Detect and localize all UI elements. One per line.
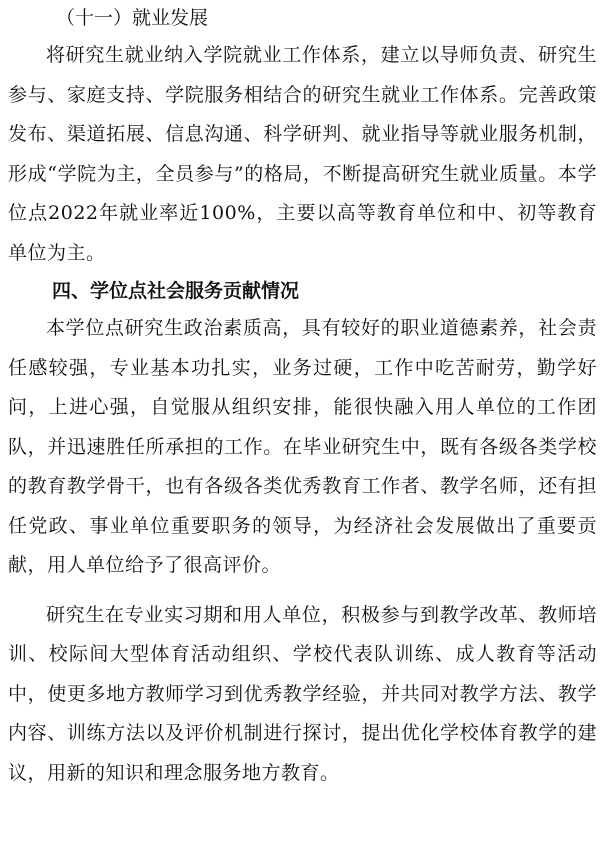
- paragraph-internship-service: 研究生在专业实习期和用人单位，积极参与到教学改革、教师培训、校际间大型体育活动组织、学校代表队训练、成人教育等活动中，使更多地方教师学习到优秀教学经验，并共同对教学方法、教学内容、训练方法以及评价机制进行探讨，提出优化学校体育教学的建议，用新的知识和理念服务地方教育。: [8, 603, 597, 784]
- section-heading-employment: （十一）就业发展: [56, 7, 209, 29]
- paragraph-gap: [8, 586, 597, 596]
- paragraph-graduate-quality: 本学位点研究生政治素质高，具有较好的职业道德素养，社会责任感较强，专业基本功扎实，业务过硬，工作中吃苦耐劳，勤学好问，上进心强，自觉服从组织安排，能很快融入用人单位的工作团队，并迅速胜任所承担的工作。在毕业研究生中，既有各级各类学校的教育教学骨干，也有各级各类优秀教育工作者、教学名师，还有担任党政、事业单位重要职务的领导，为经济社会发展做出了重要贡献，用人单位给予了很高评价。: [8, 317, 597, 576]
- paragraph-employment: 将研究生就业纳入学院就业工作体系，建立以导师负责、研究生参与、家庭支持、学院服务相结合的研究生就业工作体系。完善政策发布、渠道拓展、信息沟通、科学研判、就业指导等就业服务机制，形成“学院为主，全员参与”的格局，不断提高研究生就业质量。本学位点2022年就业率近100%，主要以高等教育单位和中、初等教育单位为主。: [8, 44, 597, 264]
- section-heading-social-service: 四、学位点社会服务贡献情况: [52, 280, 300, 302]
